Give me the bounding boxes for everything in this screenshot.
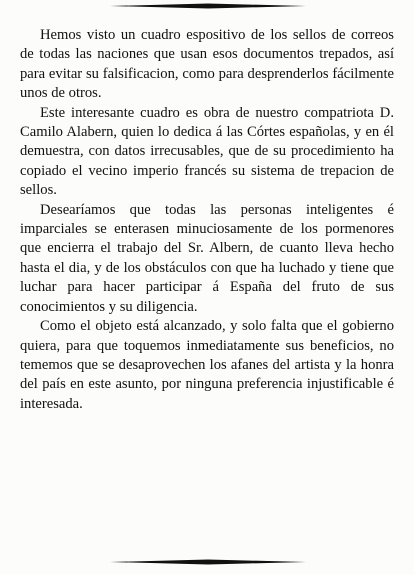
article-paragraph-1: Hemos visto un cuadro espositivo de los sellos de correos de todas las naciones que usan esos documentos trepados, así para evitar su falsificacion, como para desprenderlos fácilmente unos de otros.: [20, 27, 394, 102]
article-body: [20, 26, 394, 414]
bottom-ornamental-rule: [110, 556, 306, 568]
top-ornamental-rule: [110, 0, 306, 12]
article-paragraph-2: Este interesante cuadro es obra de nuestro compatriota D. Camilo Alabern, quien lo dedica á las Córtes españolas, y en él demuestra, con datos irrecusables, que de su procedimiento ha copiado el vecino imperio francés su sistema de trepacion de sellos.: [20, 104, 394, 199]
article-paragraph-4: Como el objeto está alcanzado, y solo falta que el gobierno quiera, para que toquemos inmediatamente sus beneficios, no tememos que se desaprovechen los afanes del artista y la honra del país en este asunto, por ninguna preferencia injustificable é interesada.: [20, 318, 394, 412]
article-paragraph-3: Desearíamos que todas las personas inteligentes é imparciales se enterasen minuciosamente de los pormenores que encierra el trabajo del Sr. Albern, de cuanto lleva hecho hasta el dia, y de los obstáculos con que ha luchado y tiene que luchar para hacer participar á España del fruto de sus conocimientos y su diligencia.: [20, 201, 394, 315]
